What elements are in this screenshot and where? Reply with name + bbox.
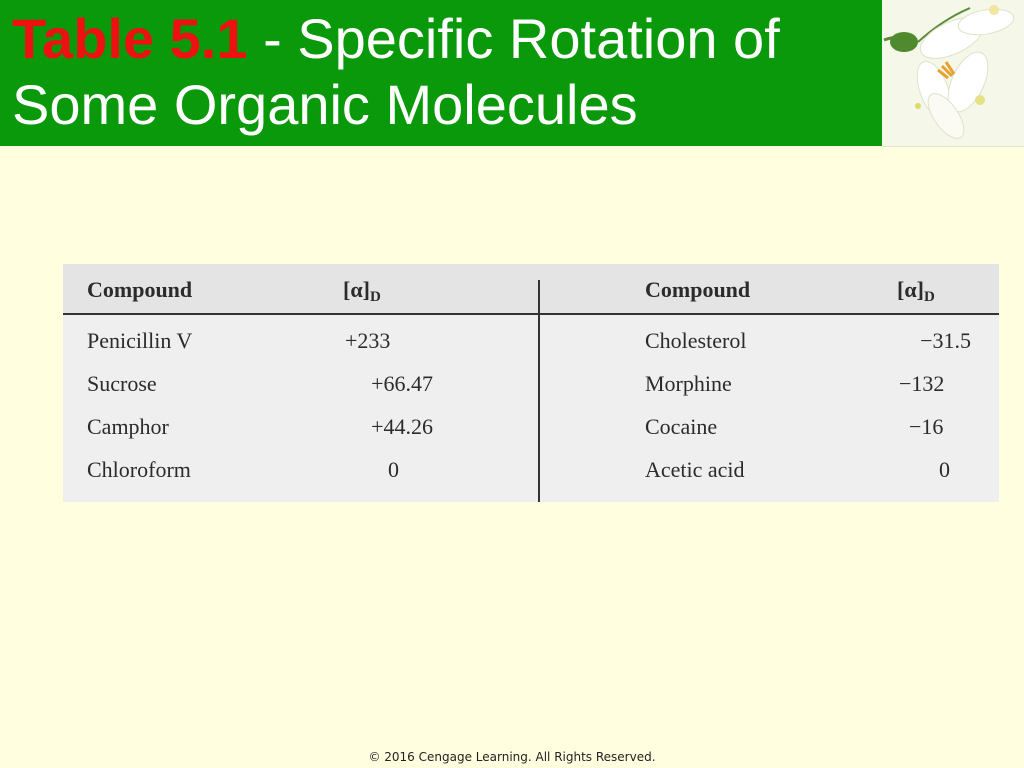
copyright-footer: © 2016 Cengage Learning. All Rights Reserved. (368, 750, 656, 764)
table-row-right-compound: Cholesterol (645, 328, 747, 353)
title-number: Table 5.1 (12, 7, 248, 70)
flower-image (882, 0, 1024, 147)
title-text: - Specific Rotation of Some Organic Molecules (12, 7, 780, 136)
table-row-left-compound: Penicillin V (87, 328, 193, 353)
table-row-left-rotation: +44.26 (371, 414, 433, 439)
column-divider (538, 280, 540, 502)
slide-title (12, 6, 872, 138)
table-header-band (63, 264, 999, 313)
table-row-left-compound: Sucrose (87, 371, 157, 396)
header-rotation-left: $[\alpha]_D$ (343, 277, 381, 305)
header-divider (63, 313, 999, 315)
header-compound-right: Compound (645, 277, 751, 302)
table-row-left-compound: Camphor (87, 414, 169, 439)
title-bar (0, 0, 882, 146)
table-row-right-rotation: −132 (899, 371, 945, 396)
table-row-right-rotation: 0 (939, 457, 950, 482)
table-row-left-rotation: 0 (388, 457, 399, 482)
specific-rotation-table (63, 264, 999, 502)
table-row-right-compound: Morphine (645, 371, 732, 396)
flower-icon (882, 0, 1024, 146)
table-row-right-rotation: −16 (909, 414, 944, 439)
table-row-right-compound: Cocaine (645, 414, 718, 439)
header-compound-left: Compound (87, 277, 193, 302)
table-row-right-compound: Acetic acid (645, 457, 745, 482)
table-row-right-rotation: −31.5 (920, 328, 971, 353)
table-row-left-rotation: +233 (345, 328, 391, 353)
header-rotation-right: $[\alpha]_D$ (897, 277, 935, 305)
table-row-left-compound: Chloroform (87, 457, 191, 482)
table-row-left-rotation: +66.47 (371, 371, 433, 396)
